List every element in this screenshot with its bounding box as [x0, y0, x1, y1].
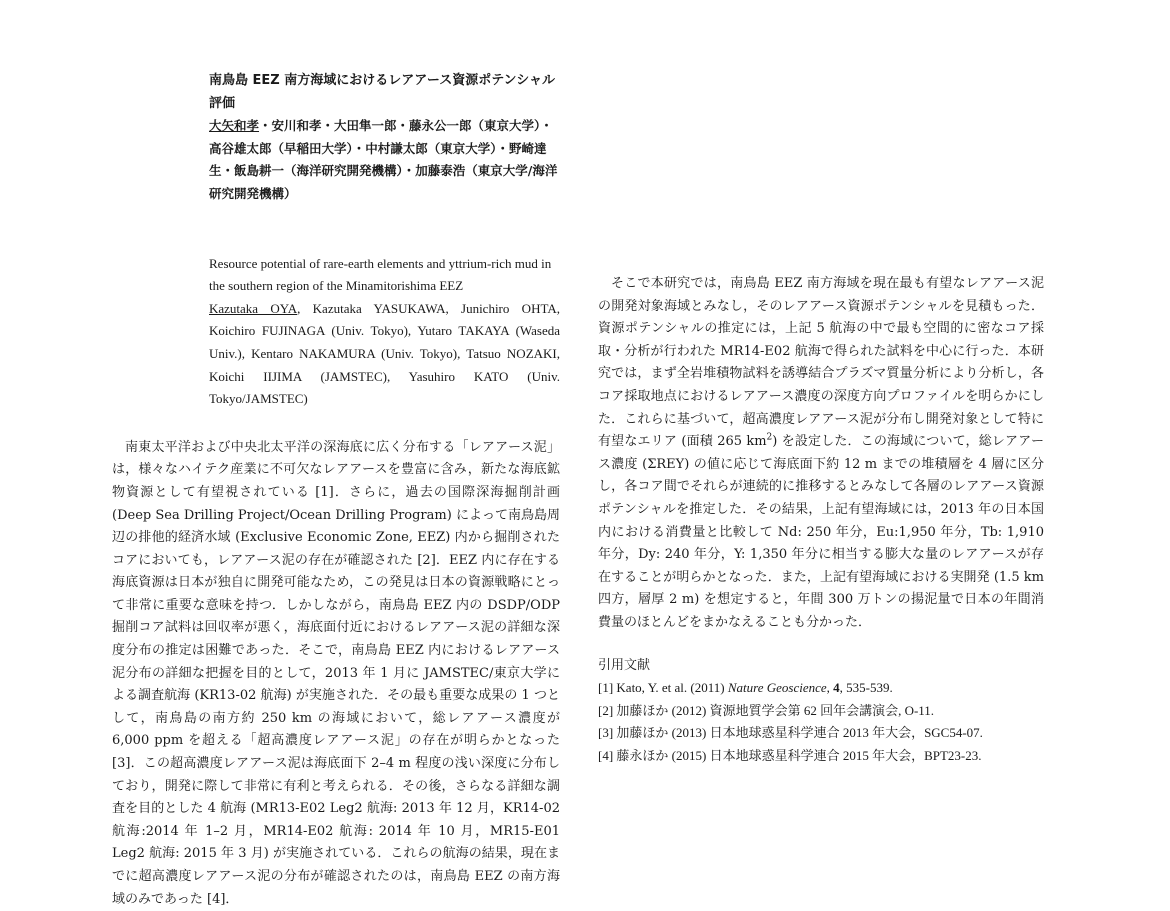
paragraph-2 [598, 273, 1044, 635]
english-presenter: Kazutaka OYA [209, 300, 298, 316]
reference-2: [2] 加藤ほか (2012) 資源地質学会第 62 回年会講演会, O-11. [598, 702, 935, 718]
area-unit-superscript: 2 [766, 432, 773, 443]
abstract-body [112, 437, 560, 911]
reference-1-journal: Nature Geoscience [727, 680, 827, 696]
reference-1 [598, 677, 1044, 700]
reference-1-authors: [1] Kato, Y. et al. (2011) [598, 680, 728, 696]
paragraph-2-part-b: ) を設定した．この海域について，総レアアース濃度 (ΣREY) の値に応じて海底面下約 12 m までの堆積層を 4 層に区分し，各コア間でそれらが連続的に推移するとみなして各層のレアアース資源ポテンシャルを推定した．その結果，上記有望海域には，2013 年の日本国内における消費量と比較して Nd: 250 年分，Eu:1,950 年分，Tb: 1,910 年分，Dy: 240 年分，Y: 1,350 年分に相当する膨大な量のレアアースが存在することが明らかとなった．また，上記有望海域における実開発 (1.5 km 四方，層厚 2 m) を想定すると，年間 300 万トンの揚泥量で日本の年間消費量のほとんどをまかなえることも分かった． [598, 434, 1044, 630]
right-column [598, 70, 1044, 767]
japanese-authors [209, 115, 560, 205]
english-authors [209, 298, 560, 411]
reference-1-pages: , 535-539. [839, 680, 893, 696]
japanese-presenter: 大矢和孝 [209, 118, 260, 134]
paragraph-2-part-a: そこで本研究では，南鳥島 EEZ 南方海域を現在最も有望なレアアース泥の開発対象海域とみなし，そのレアアース資源ポテンシャルを見積もった．資源ポテンシャルの推定には，上記 5 航海の中で最も空間的に密なコア採取・分析が行われた MR14-E02 航海で得られた試料を中心に行った．本研究では，まず全岩堆積物試料を誘導結合プラズマ質量分析により分析し，各コア採取地点におけるレアアース濃度の深度方向プロファイルを明らかにした．これらに基づいて，超高濃度レアアース泥が分布し開発対象として特に有望なエリア (面積 265 km [598, 276, 1044, 450]
reference-1-sep: , [826, 680, 834, 696]
english-coauthors: , Kazutaka YASUKAWA, Junichiro OHTA, Koichiro FUJINAGA (Univ. Tokyo), Yutaro TAKAYA (Waseda Univ.), Kentaro NAKAMURA (Univ. Tokyo), Tatsuo NOZAKI, Koichi IIJIMA (JAMSTEC), Yasuhiro KATO (Univ. Tokyo/JAMSTEC) [209, 300, 560, 407]
references-heading: 引用文献 [598, 657, 651, 673]
paragraph-1: 南東太平洋および中央北太平洋の深海底に広く分布する「レアアース泥」は，様々なハイテク産業に不可欠なレアアースを豊富に含み，新たな海底鉱物資源として有望視されている [1]．さらに，過去の国際深海掘削計画 (Deep Sea Drilling Project/Ocean Drilling Program) によって南鳥島周辺の排他的経済水域 (Exclusive Economic Zone, EEZ) 内から掘削されたコアにおいても，レアアース泥の存在が確認された [2]．EEZ 内に存在する海底資源は日本が独自に開発可能なため，この発見は日本の資源戦略にとって非常に重要な意味を持つ．しかしながら，南鳥島 EEZ 内の DSDP/ODP 掘削コア試料は回収率が悪く，海底面付近におけるレアアース泥の詳細な深度分布の推定は困難であった．そこで，南鳥島 EEZ 内におけるレアアース泥分布の詳細な把握を目的として，2013 年 1 月に JAMSTEC/東京大学による調査航海 (KR13-02 航海) が実施された．その最も重要な成果の 1 つとして，南鳥島の南方約 250 km の海域において，総レアアース濃度が 6,000 ppm を超える「超高濃度レアアース泥」の存在が明らかとなった [3]．この超高濃度レアアース泥は海底面下 2–4 m 程度の浅い深度に分布しており，開発に際して非常に有利と考えられる．その後，さらなる詳細な調査を目的とした 4 航海 (MR13-E02 Leg2 航海: 2013 年 12 月，KR14-02 航海:2014 年 1–2 月，MR14-E02 航海: 2014 年 10 月，MR15-E01 Leg2 航海: 2015 年 3 月) が実施されている．これらの航海の結果，現在までに超高濃度レアアース泥の分布が確認されたのは，南鳥島 EEZ の南方海域のみであった [4]． [112, 439, 560, 907]
japanese-coauthors: ・安川和孝・大田隼一郎・藤永公一郎（東京大学）・高谷雄太郎（早稲田大学）・中村謙太郎（東京大学）・野崎達生・飯島耕一（海洋研究開発機構）・加藤泰浩（東京大学/海洋研究開発機構） [209, 118, 558, 201]
reference-1-volume: 4 [833, 680, 840, 696]
left-column [112, 70, 560, 911]
reference-4: [4] 藤永ほか (2015) 日本地球惑星科学連合 2015 年大会，BPT23-23. [598, 747, 982, 763]
japanese-title: 南鳥島 EEZ 南方海域におけるレアアース資源ポテンシャル評価 [209, 73, 555, 111]
english-title: Resource potential of rare-earth elements and yttrium-rich mud in the southern region of the Minamitorishima EEZ [209, 255, 552, 294]
reference-3: [3] 加藤ほか (2013) 日本地球惑星科学連合 2013 年大会，SGC54-07. [598, 725, 983, 741]
